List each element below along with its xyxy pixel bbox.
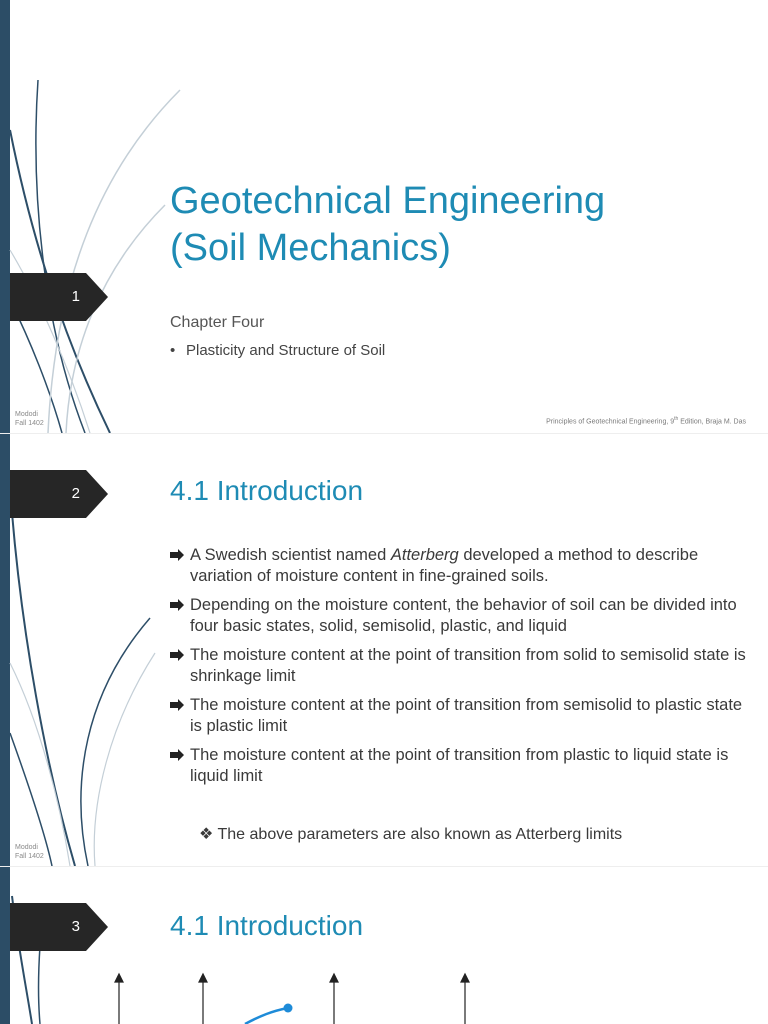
bullet-list (170, 545, 750, 795)
slide-title: 4.1 Introduction (170, 910, 364, 941)
list-item (170, 545, 750, 587)
footer-reference-sup: th (674, 416, 679, 422)
atterberg-note (199, 824, 622, 844)
chapter-topic-text: Plasticity and Structure of Soil (186, 342, 386, 359)
slide-number: 3 (71, 918, 80, 935)
arrow-bullet-icon (170, 699, 184, 711)
list-item (170, 595, 750, 637)
bullet-text: The moisture content at the point of transition from semisolid to plastic state is plastic limit (190, 696, 743, 735)
slide-2[interactable] (0, 433, 768, 866)
bullet-text: A Swedish scientist named (190, 546, 391, 564)
footer-reference (546, 416, 746, 425)
bullet-text: The moisture content at the point of transition from plastic to liquid state is liquid limit (190, 746, 729, 785)
title-line-2: (Soil Mechanics) (170, 227, 451, 269)
list-item (170, 745, 750, 787)
atterberg-diagram (0, 866, 768, 1024)
slide-title (170, 178, 750, 272)
slide-number: 1 (71, 288, 80, 305)
footer-author (15, 410, 44, 428)
slide-left-bar (0, 0, 10, 433)
arrow-bullet-icon (170, 549, 184, 561)
slide-number: 2 (71, 485, 80, 502)
chapter-subtitle: Chapter Four (170, 314, 265, 331)
diamond-bullet-icon: ❖ (199, 826, 214, 843)
slide-divider (0, 433, 768, 434)
chapter-topic (170, 342, 385, 359)
footer-reference-text-end: Edition, Braja M. Das (678, 418, 746, 426)
list-item (170, 695, 750, 737)
slide-1[interactable] (0, 0, 768, 433)
decorative-curves (0, 866, 768, 1024)
footer-term: Fall 1402 (15, 853, 44, 860)
arrow-bullet-icon (170, 749, 184, 761)
arrow-bullet-icon (170, 649, 184, 661)
slide-number-tag (0, 273, 108, 321)
arrow-bullet-icon (170, 599, 184, 611)
bullet-text-end: developed a method to describe variation of moisture content in fine-grained soils. (190, 546, 699, 585)
slide-number-tag (0, 470, 108, 518)
slide-title: 4.1 Introduction (170, 475, 364, 506)
slide-3[interactable] (0, 866, 768, 1024)
footer-author-name: Mododi (15, 411, 38, 418)
list-item (170, 645, 750, 687)
bullet-text: The moisture content at the point of transition from solid to semisolid state is shrinkage limit (190, 646, 746, 685)
bullet-emphasis: Atterberg (390, 546, 459, 564)
footer-author-name: Mododi (15, 844, 38, 851)
footer-author (15, 843, 44, 861)
bullet-marker: • (170, 342, 176, 359)
note-text: The above parameters are also known as Atterberg limits (217, 826, 623, 843)
bullet-text: Depending on the moisture content, the behavior of soil can be divided into four basic states, solid, semisolid, plastic, and liquid (190, 596, 737, 635)
footer-reference-text: Principles of Geotechnical Engineering, 9 (546, 418, 675, 426)
slide-divider (0, 866, 768, 867)
footer-term: Fall 1402 (15, 420, 44, 427)
slide-number-tag (0, 903, 108, 951)
title-line-1: Geotechnical Engineering (170, 180, 606, 222)
